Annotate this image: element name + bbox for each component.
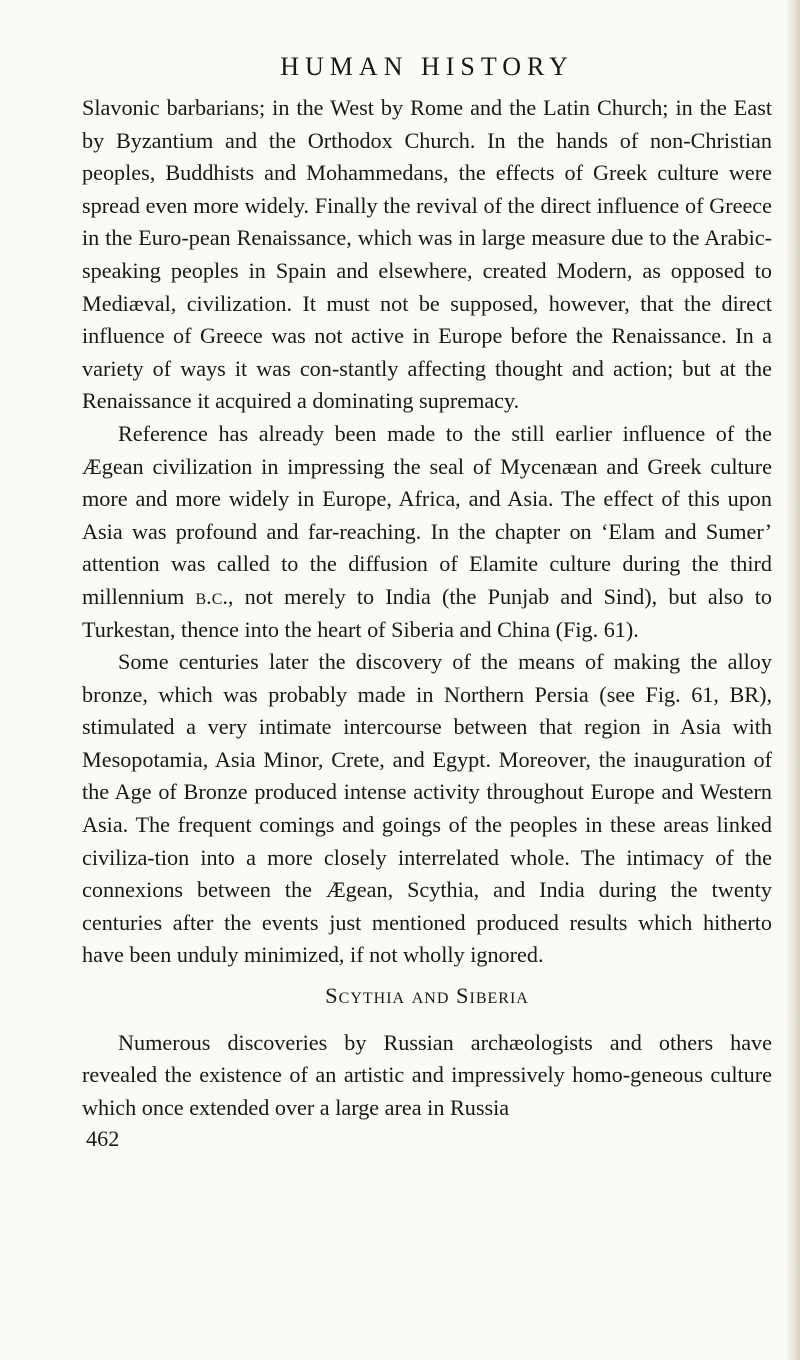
page-edge-shadow (786, 0, 800, 1360)
section-heading: Scythia and Siberia (325, 983, 529, 1009)
paragraph-bronze-age: Some centuries later the discovery of the means of making the alloy bronze, which was probably made in Northern Persia (see Fig. 61, BR), stimulated a very intimate intercourse between that region in Asia with Mesopotamia, Asia Minor, Crete, and Egypt. Moreover, the inauguration of the Age of Bronze produced intense activity throughout Europe and Western Asia. The frequent comings and goings of the peoples in these areas linked civiliza-tion into a more closely interrelated whole. The intimacy of the connexions between the Ægean, Scythia, and India during the twenty centuries after the events just mentioned produced results which hitherto have been unduly minimized, if not wholly ignored. (82, 649, 772, 968)
paragraph-continuation: Slavonic barbarians; in the West by Rome and the Latin Church; in the East by Byzantium and the Orthodox Church. In the hands of non-Christian peoples, Buddhists and Mohammedans, the effects of Greek culture were spread even more widely. Finally the revival of the direct influence of Greece in the Euro-pean Renaissance, which was in large measure due to the Arabic-speaking peoples in Spain and elsewhere, created Modern, as opposed to Mediæval, civilization. It must not be supposed, however, that the direct influence of Greece was not active in Europe before the Renaissance. In a variety of ways it was con-stantly affecting thought and action; but at the Renaissance it acquired a dominating supremacy. (82, 95, 772, 414)
paragraph-aegean-text-a: Reference has already been made to the still earlier influence of the Ægean civilization in impressing the seal of Mycenæan and Greek culture more and more widely in Europe, Africa, and Asia. The effect of this upon Asia was profound and far-reaching. In the chapter on ‘Elam and Sumer’ attention was called to the diffusion of Elamite culture during the third millennium (82, 420, 772, 609)
body-text-section (82, 1027, 772, 1125)
era-abbreviation: b.c. (195, 583, 228, 609)
running-head: HUMAN HISTORY (280, 52, 574, 81)
book-page (82, 52, 772, 1154)
paragraph-aegean-influence (82, 418, 772, 646)
page-number: 462 (86, 1126, 120, 1152)
body-text (82, 92, 772, 972)
paragraph-aegean-text-b: , not merely to India (the Punjab and Sind), but also to Turkestan, thence into the heart of Siberia and China (Fig. 61). (82, 583, 772, 642)
paragraph-scythia: Numerous discoveries by Russian archæologists and others have revealed the existence of an artistic and impressively homo-geneous culture which once extended over a large area in Russia (82, 1029, 772, 1120)
